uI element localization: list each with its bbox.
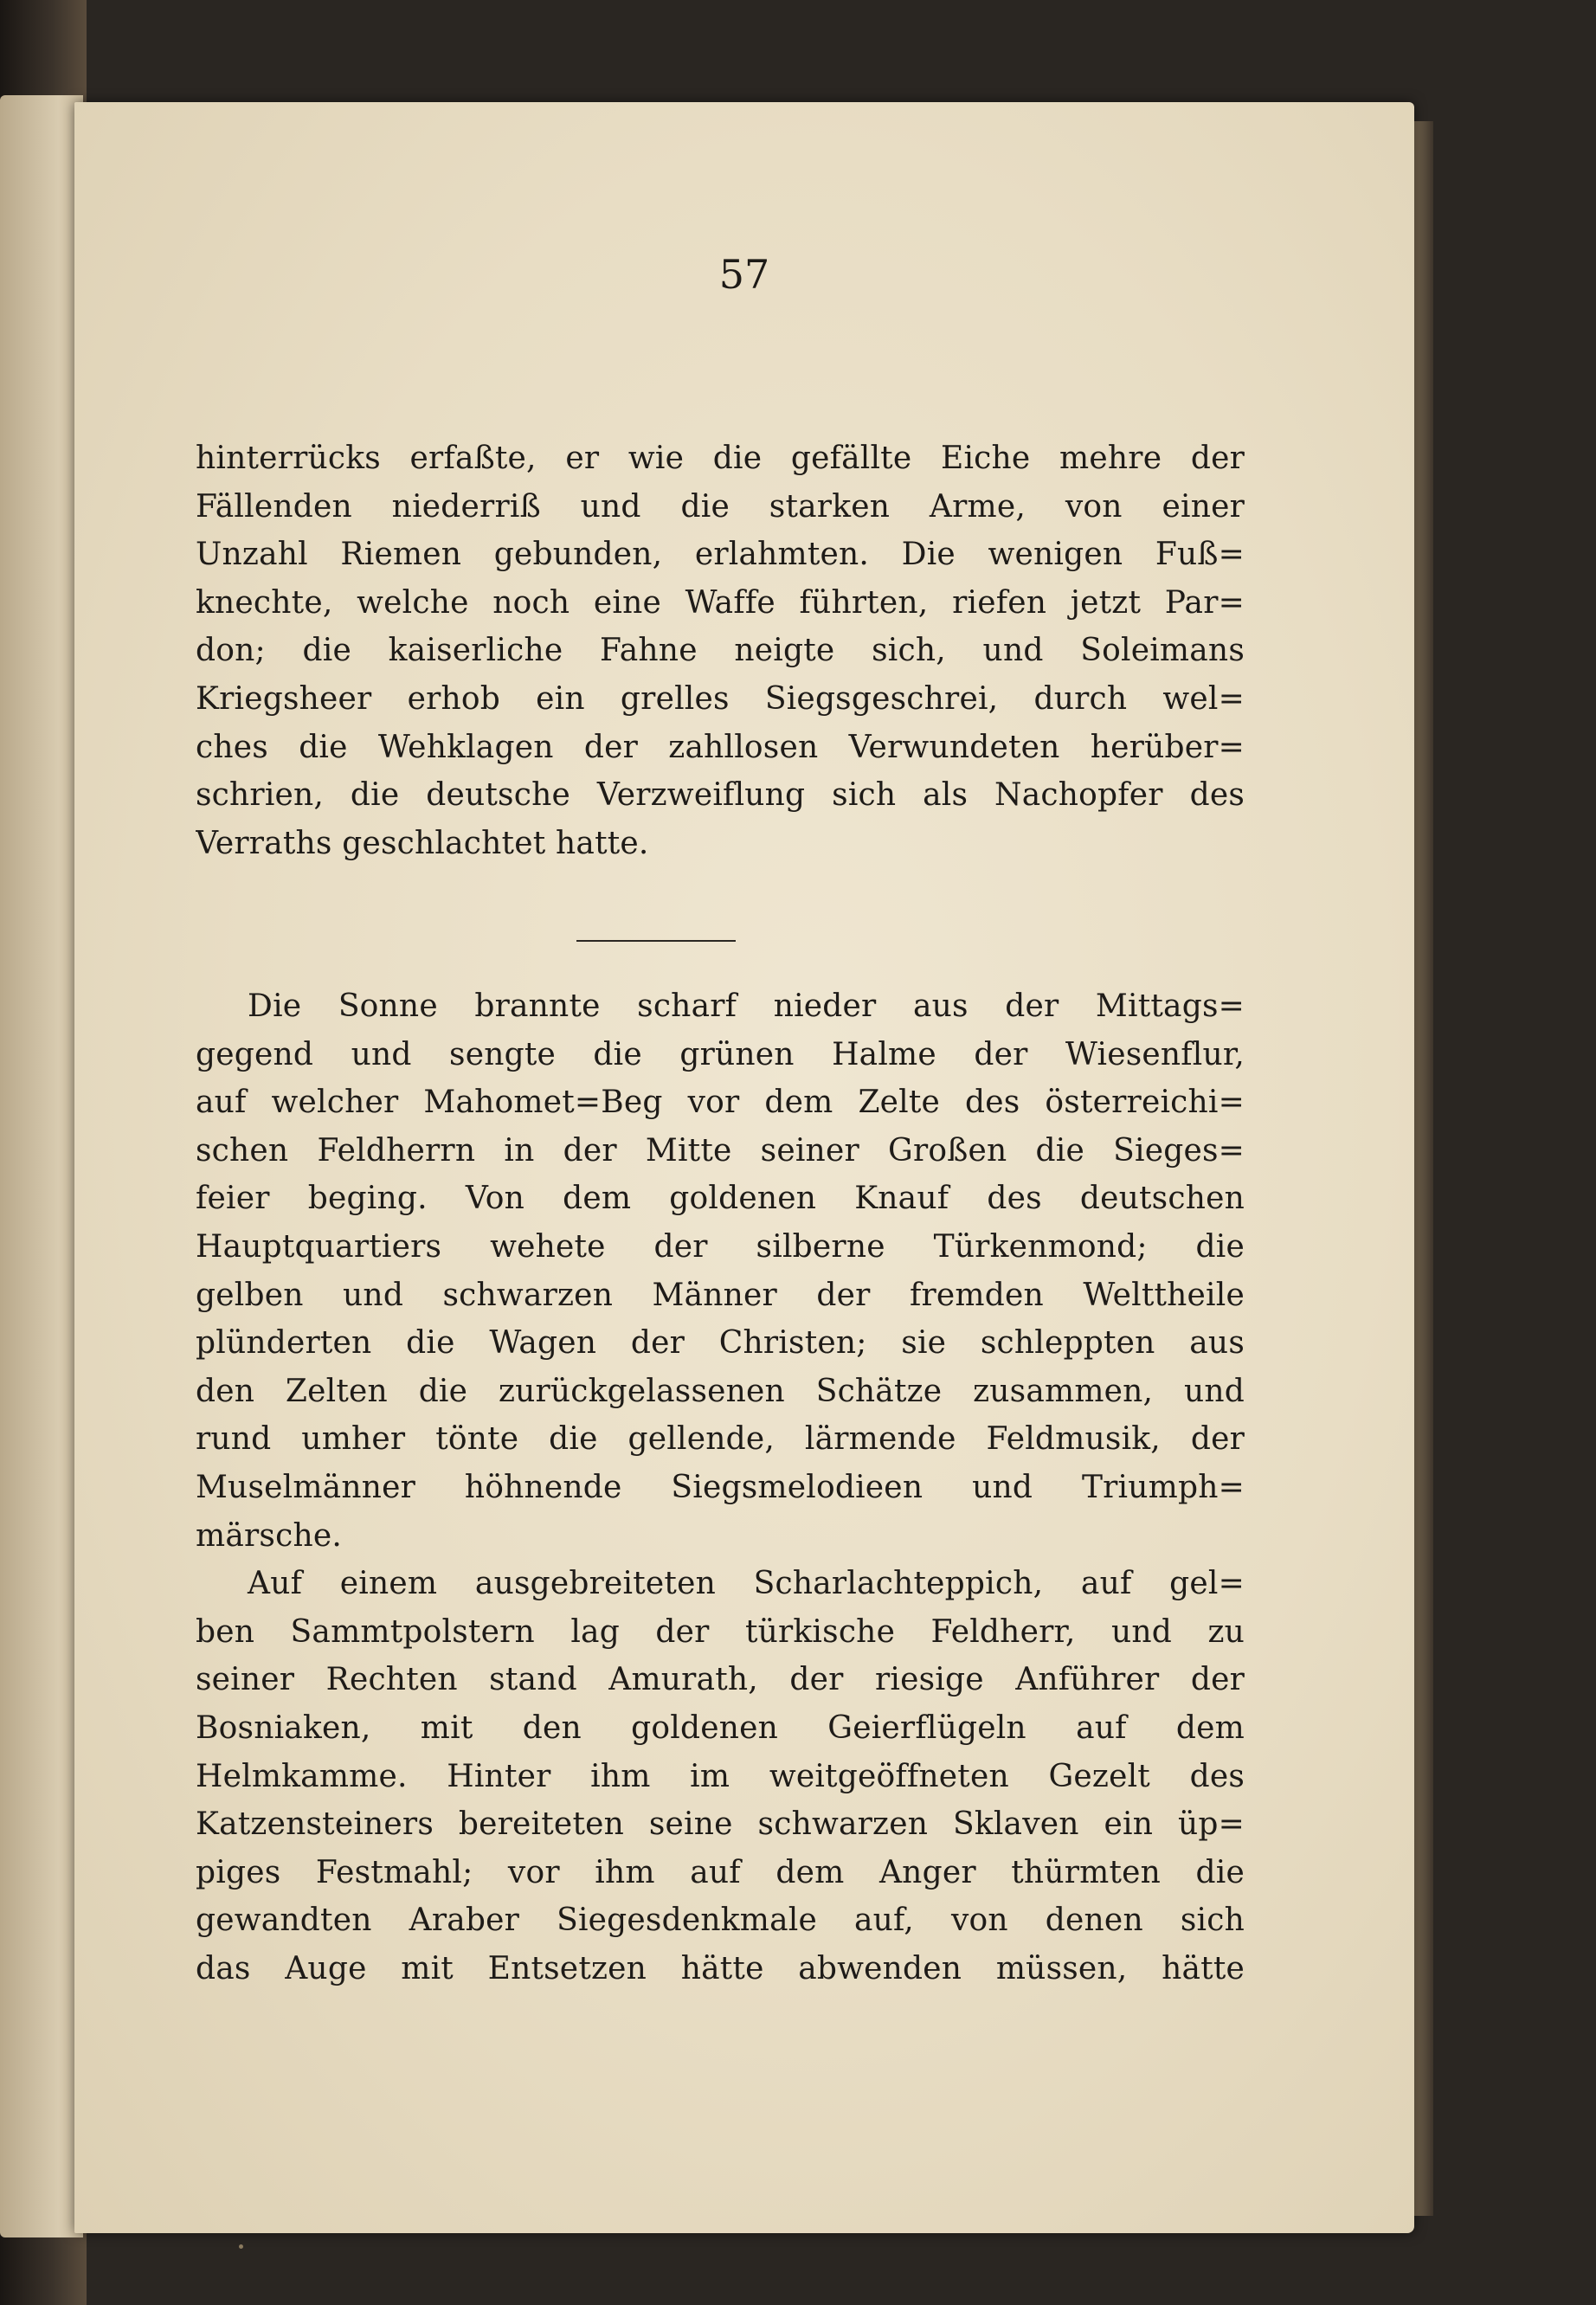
- text-line: schen Feldherrn in der Mitte seiner Großen die Sieges=: [196, 1132, 1245, 1169]
- text-line: auf welcher Mahomet=Beg vor dem Zelte des österreichi=: [196, 1085, 1245, 1121]
- text-line: hinterrücks erfaßte, er wie die gefällte Eiche mehre der: [196, 441, 1245, 476]
- paragraph-continued: [196, 435, 1245, 867]
- text-line: don; die kaiserliche Fahne neigte sich, und Soleimans: [196, 633, 1245, 669]
- text-line: Bosniaken, mit den goldenen Geierflügeln auf dem: [196, 1709, 1245, 1746]
- page-number: 57: [718, 251, 770, 298]
- text-line: gewandten Araber Siegesdenkmale auf, von denen sich: [196, 1903, 1245, 1939]
- paper-spot: [239, 2244, 243, 2249]
- text-line: piges Festmahl; vor ihm auf dem Anger thürmten die: [196, 1854, 1245, 1890]
- text-line: Helmkamme. Hinter ihm im weitgeöffneten Gezelt des: [196, 1758, 1245, 1794]
- page-stack-edge: [1414, 121, 1433, 2216]
- text-line: Hauptquartiers wehete der silberne Türkenmond; die: [196, 1228, 1245, 1265]
- text-line: Die Sonne brannte scharf nieder aus der Mittags=: [248, 988, 1245, 1024]
- text-line: ben Sammtpolstern lag der türkische Feldherr, und zu: [196, 1613, 1245, 1650]
- text-line: den Zelten die zurückgelassenen Schätze zusammen, und: [196, 1373, 1245, 1409]
- text-line: Katzensteiners bereiteten seine schwarzen Sklaven ein üp=: [196, 1806, 1245, 1843]
- text-line: plünderten die Wagen der Christen; sie schleppten aus: [196, 1325, 1245, 1362]
- book-page: [74, 102, 1414, 2233]
- text-line: gegend und sengte die grünen Halme der Wiesenflur,: [196, 1036, 1245, 1072]
- section-divider: [576, 940, 736, 942]
- text-line: gelben und schwarzen Männer der fremden Welttheile: [196, 1277, 1245, 1313]
- text-line: knechte, welche noch eine Waffe führten, riefen jetzt Par=: [196, 584, 1245, 621]
- text-line: rund umher tönte die gellende, lärmende Feldmusik, der: [196, 1421, 1245, 1458]
- text-line: das Auge mit Entsetzen hätte abwenden müssen, hätte: [196, 1950, 1245, 1986]
- previous-page-edge: [0, 95, 83, 2237]
- text-line: Kriegsheer erhob ein grelles Siegsgeschrei, durch wel=: [196, 680, 1245, 717]
- text-line: ches die Wehklagen der zahllosen Verwundeten herüber=: [196, 729, 1245, 765]
- text-line: märsche.: [196, 1517, 342, 1554]
- text-line: seiner Rechten stand Amurath, der riesige Anführer der: [196, 1662, 1245, 1698]
- text-line: Verraths geschlachtet hatte.: [196, 825, 649, 861]
- text-line: Unzahl Riemen gebunden, erlahmten. Die wenigen Fuß=: [196, 537, 1245, 573]
- text-line: feier beging. Von dem goldenen Knauf des deutschen: [196, 1181, 1245, 1217]
- text-line: schrien, die deutsche Verzweiflung sich als Nachopfer des: [196, 777, 1245, 814]
- text-line: Fällenden niederriß und die starken Arme, von einer: [196, 488, 1245, 525]
- text-line: Auf einem ausgebreiteten Scharlachteppich, auf gel=: [248, 1566, 1245, 1602]
- text-line: Muselmänner höhnende Siegsmelodieen und Triumph=: [196, 1469, 1245, 1505]
- body-text: [196, 982, 1245, 1993]
